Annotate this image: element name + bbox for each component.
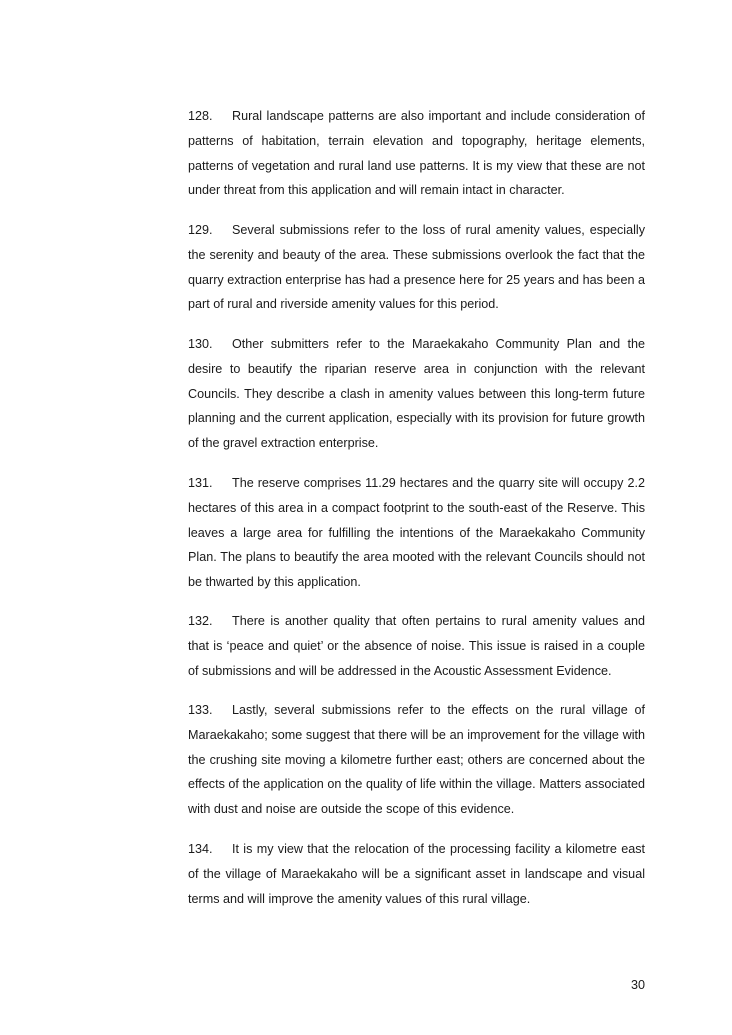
paragraph-number: 129. (188, 223, 213, 237)
paragraph-132 (188, 609, 645, 683)
paragraph-text: Lastly, several submissions refer to the effects on the rural village of Maraekakaho; some suggest that there will be an improvement for the village with the crushing site moving a kilometre further east; others are concerned about the effects of the application on the quality of life within the village. Matters associated with dust and noise are outside the scope of this evidence. (188, 703, 645, 817)
paragraph-text: The reserve comprises 11.29 hectares and the quarry site will occupy 2.2 hectares of this area in a compact footprint to the south-east of the Reserve. This leaves a large area for fulfilling the intentions of the Maraekakaho Community Plan. The plans to beautify the area mooted with the relevant Councils should not be thwarted by this application. (188, 476, 645, 590)
paragraph-134 (188, 837, 645, 911)
paragraph-text: There is another quality that often pertains to rural amenity values and that is ‘peace and quiet’ or the absence of noise. This issue is raised in a couple of submissions and will be addressed in the Acoustic Assessment Evidence. (188, 614, 645, 678)
paragraph-129 (188, 218, 645, 317)
paragraph-number: 134. (188, 842, 213, 856)
paragraph-number: 133. (188, 703, 213, 717)
paragraph-number: 130. (188, 337, 213, 351)
paragraph-number: 128. (188, 109, 213, 123)
paragraph-text: Rural landscape patterns are also important and include consideration of patterns of habitation, terrain elevation and topography, heritage elements, patterns of vegetation and rural land use patterns. It is my view that these are not under threat from this application and will remain intact in character. (188, 109, 645, 198)
paragraph-text: Other submitters refer to the Maraekakaho Community Plan and the desire to beautify the riparian reserve area in conjunction with the relevant Councils. They describe a clash in amenity values between this long-term future planning and the current application, especially with its provision for future growth of the gravel extraction enterprise. (188, 337, 645, 451)
paragraph-text: Several submissions refer to the loss of rural amenity values, especially the serenity and beauty of the area. These submissions overlook the fact that the quarry extraction enterprise has had a presence here for 25 years and has been a part of rural and riverside amenity values for this period. (188, 223, 645, 312)
paragraph-133 (188, 698, 645, 822)
paragraph-number: 132. (188, 614, 213, 628)
paragraph-number: 131. (188, 476, 213, 490)
paragraph-130 (188, 332, 645, 456)
paragraph-131 (188, 471, 645, 595)
paragraph-128 (188, 104, 645, 203)
paragraph-text: It is my view that the relocation of the processing facility a kilometre east of the village of Maraekakaho will be a significant asset in landscape and visual terms and will improve the amenity values of this rural village. (188, 842, 645, 906)
page-number: 30 (630, 978, 645, 992)
